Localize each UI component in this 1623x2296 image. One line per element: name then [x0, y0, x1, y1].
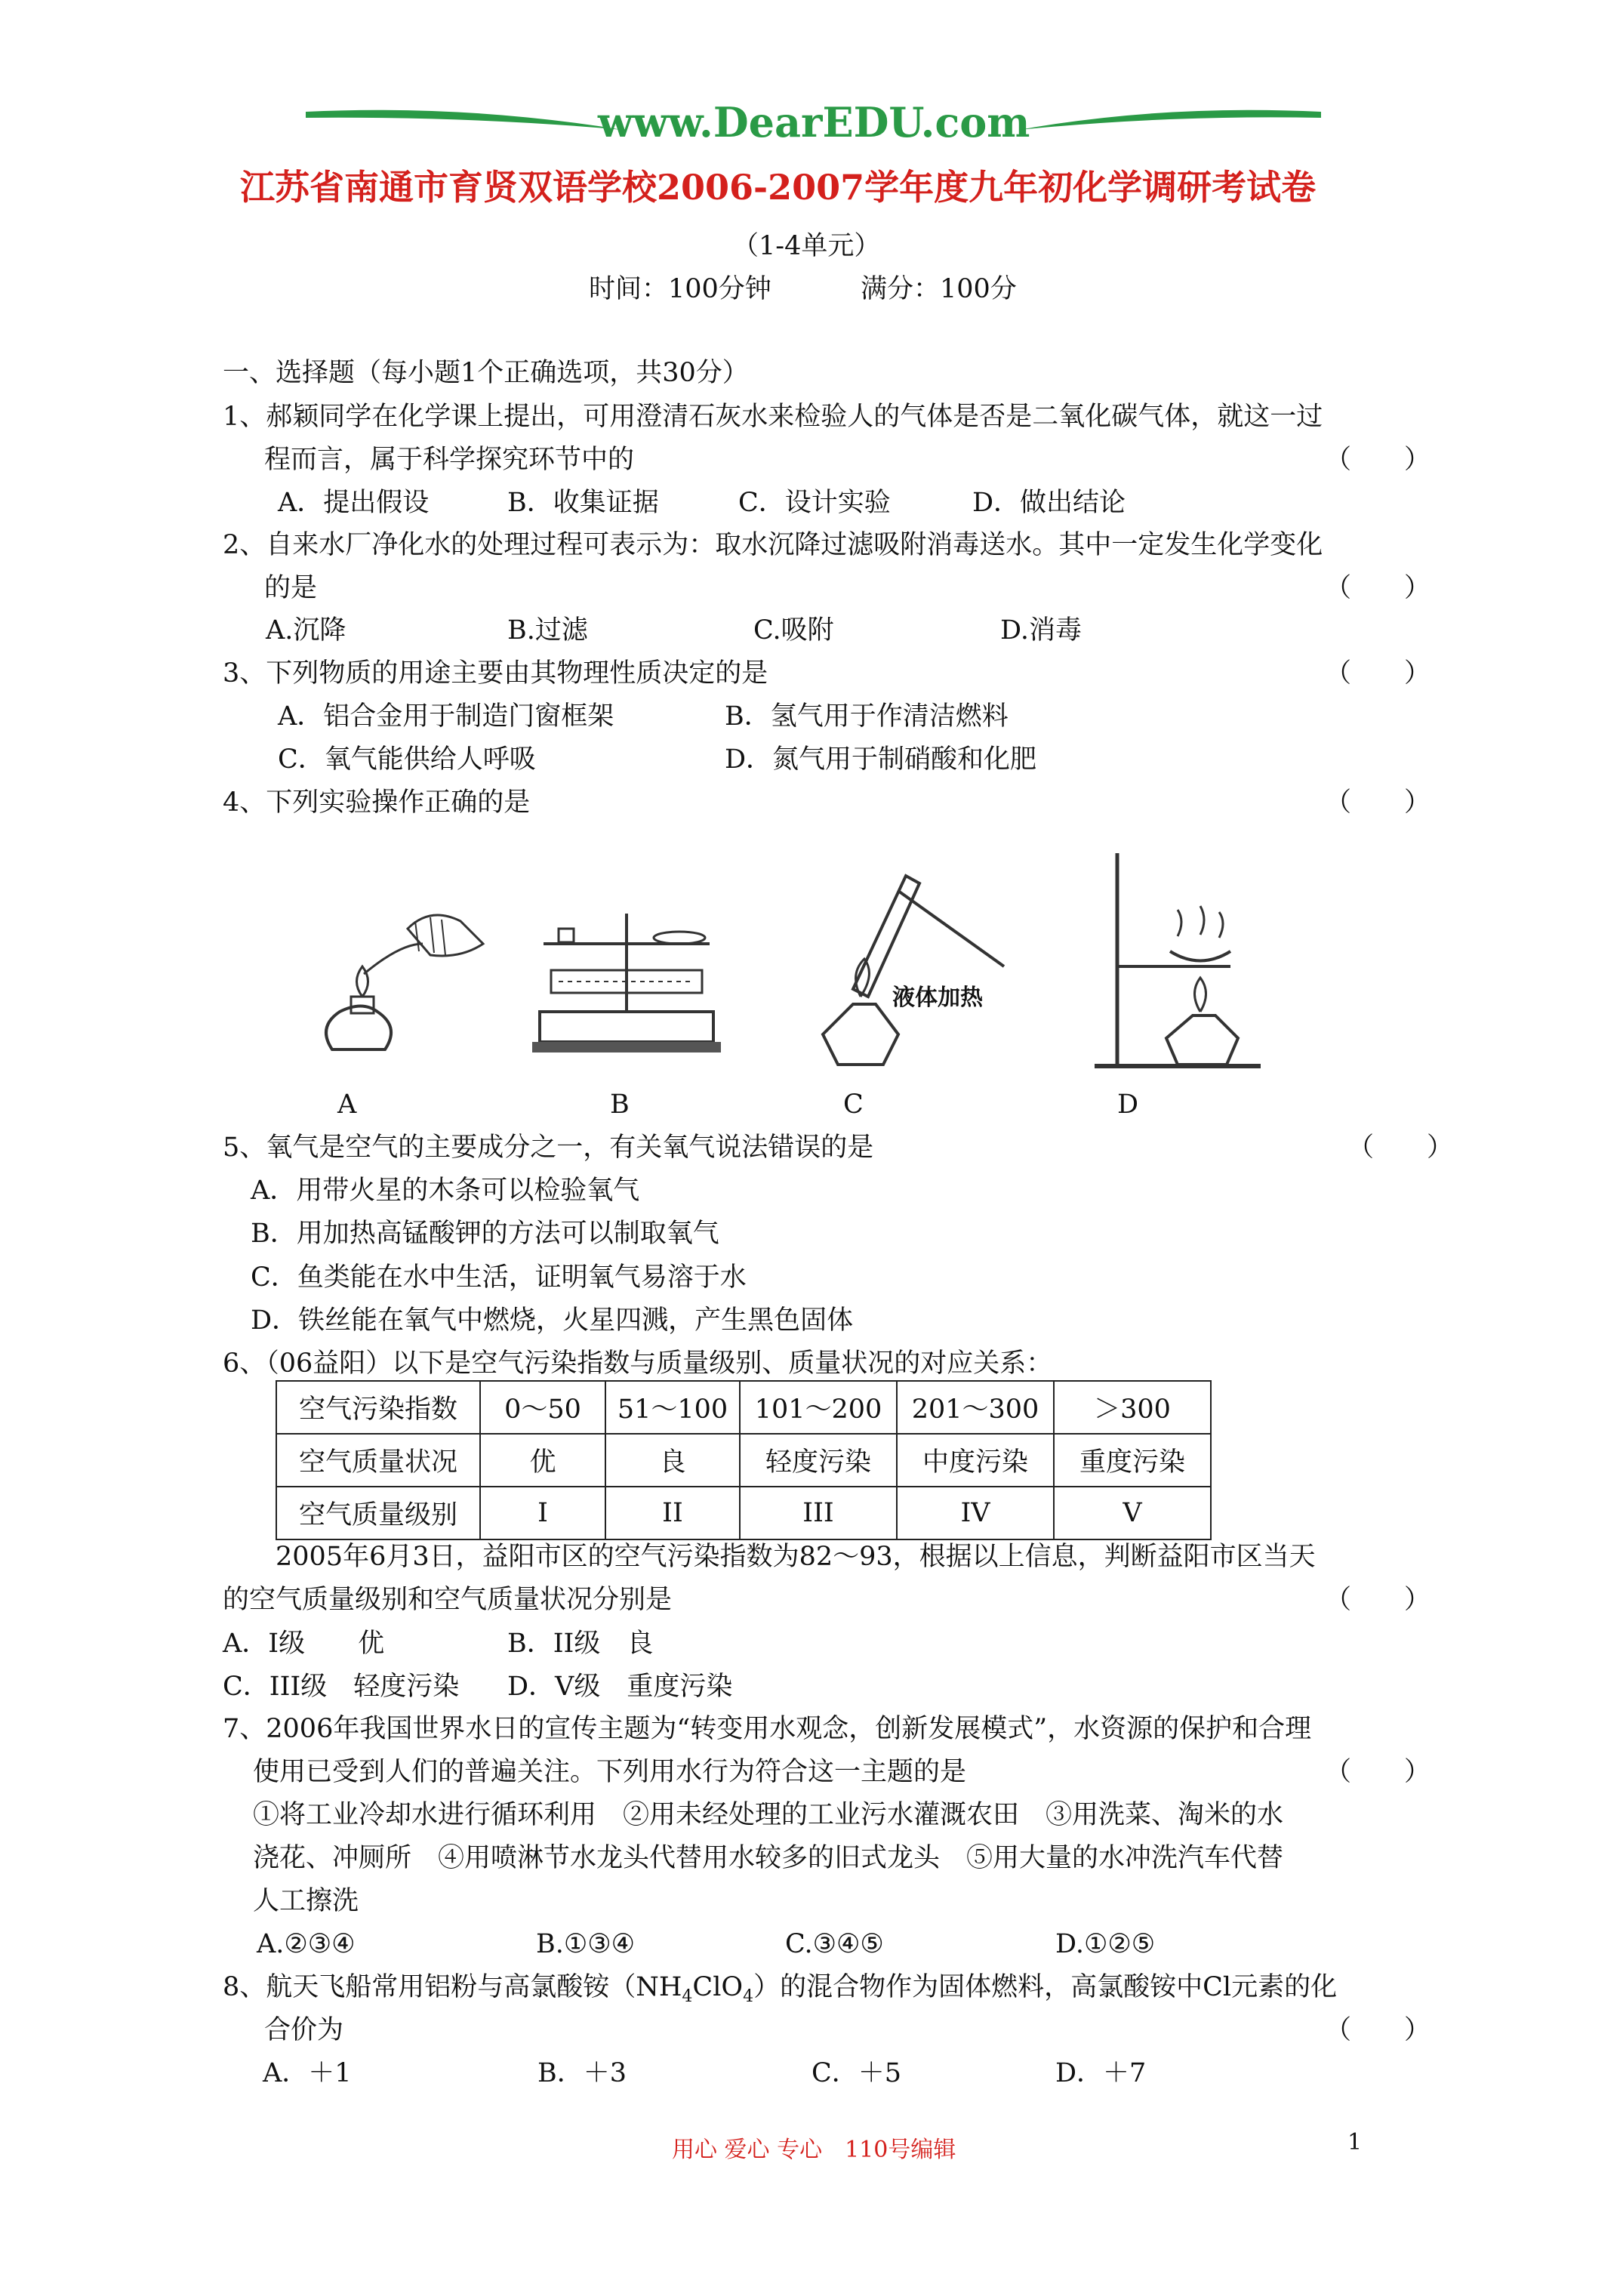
table-cell: 良 — [605, 1434, 740, 1487]
table-cell: 轻度污染 — [740, 1434, 897, 1487]
air-quality-table — [276, 1380, 1212, 1540]
table-cell: 重度污染 — [1054, 1434, 1211, 1487]
page-title: 江苏省南通市育贤双语学校2006-2007学年度九年初化学调研考试卷 — [240, 167, 1317, 208]
q5-option-a: A．用带火星的木条可以检验氧气 — [251, 1176, 640, 1206]
logo-swoosh-left — [306, 104, 623, 142]
q7-line5: 人工擦洗 — [253, 1886, 359, 1916]
table-cell: 0～50 — [480, 1381, 605, 1434]
table-row — [276, 1434, 1211, 1487]
q8-line2: 合价为 — [264, 2015, 344, 2045]
q8-line1 — [223, 1971, 1337, 2014]
liquid-heating-label: 液体加热 — [892, 985, 983, 1011]
q5-line1: 5、氧气是空气的主要成分之一，有关氧气说法错误的是 — [223, 1133, 874, 1163]
table-cell: 201～300 — [897, 1381, 1054, 1434]
q2-option-c: C.吸附 — [753, 615, 834, 646]
q1-option-a: A．提出假设 — [278, 488, 430, 518]
figure-b-balance — [528, 898, 725, 1065]
q8-option-d: D．＋7 — [1055, 2058, 1147, 2088]
figure-d-evaporation-stand — [1087, 846, 1268, 1072]
q7-line4: 浇花、冲厕所 ④用喷淋节水龙头代替用水较多的旧式龙头 ⑤用大量的水冲洗汽车代替 — [253, 1843, 1284, 1873]
q6-line1: 6、（06益阳）以下是空气污染指数与质量级别、质量状况的对应关系： — [223, 1348, 1053, 1379]
table-cell: III — [740, 1487, 897, 1539]
figure-label-d: D — [1117, 1089, 1139, 1120]
table-cell: 101～200 — [740, 1381, 897, 1434]
table-cell: II — [605, 1487, 740, 1539]
figure-c-test-tube-heating — [808, 846, 1012, 1072]
footer-text: 用心 爱心 专心 110号编辑 — [672, 2137, 956, 2163]
q2-line1: 2、自来水厂净化水的处理过程可表示为：取水沉降过滤吸附消毒送水。其中一定发生化学变化 — [223, 530, 1323, 560]
units-subtitle: （1-4单元） — [732, 231, 881, 261]
section-heading: 一、选择题（每小题1个正确选项，共30分） — [223, 358, 749, 388]
q7-answer-blank[interactable]: （ ） — [1325, 1757, 1431, 1787]
q1-option-d: D．做出结论 — [972, 488, 1126, 518]
figure-label-a: A — [337, 1089, 357, 1120]
table-row — [276, 1381, 1211, 1434]
q5-option-d: D．铁丝能在氧气中燃烧，火星四溅，产生黑色固体 — [251, 1305, 854, 1336]
table-cell: 51～100 — [605, 1381, 740, 1434]
figure-label-b: B — [610, 1089, 630, 1120]
q1-option-b: B．收集证据 — [507, 488, 659, 518]
q2-line2: 的是 — [264, 573, 318, 603]
q1-option-c: C．设计实验 — [738, 488, 891, 518]
q1-line2: 程而言，属于科学探究环节中的 — [264, 445, 635, 475]
q6-option-a: A．I级 优 — [223, 1629, 385, 1659]
q6-option-d: D．V级 重度污染 — [507, 1672, 733, 1702]
page-number: 1 — [1347, 2129, 1363, 2156]
q7-option-a: A.②③④ — [257, 1929, 356, 1959]
q7-option-b: B.①③④ — [536, 1929, 635, 1959]
q6-answer-blank[interactable]: （ ） — [1325, 1585, 1431, 1615]
exam-score: 满分：100分 — [861, 274, 1017, 304]
figure-label-c: C — [843, 1089, 864, 1120]
q3-option-c: C．氧气能供给人呼吸 — [278, 744, 536, 775]
q2-option-b: B.过滤 — [507, 615, 588, 646]
table-cell: V — [1054, 1487, 1211, 1539]
q8-text-mid: ClO — [692, 1972, 744, 2002]
q3-option-a: A．铝合金用于制造门窗框架 — [278, 701, 614, 732]
table-cell: 空气质量级别 — [276, 1487, 480, 1539]
table-cell: I — [480, 1487, 605, 1539]
q6-option-c: C．III级 轻度污染 — [223, 1672, 460, 1702]
q7-line1: 7、2006年我国世界水日的宣传主题为“转变用水观念，创新发展模式”，水资源的保护和合理 — [223, 1714, 1312, 1744]
table-cell: 空气污染指数 — [276, 1381, 480, 1434]
figure-a-alcohol-lamp — [310, 898, 491, 1065]
table-row — [276, 1487, 1211, 1539]
table-cell: 空气质量状况 — [276, 1434, 480, 1487]
q3-answer-blank[interactable]: （ ） — [1325, 658, 1431, 689]
q6-option-b: B．II级 良 — [507, 1629, 654, 1659]
q5-option-c: C．鱼类能在水中生活，证明氧气易溶于水 — [251, 1262, 747, 1293]
q8-option-a: A．＋1 — [263, 2058, 352, 2088]
q2-option-d: D.消毒 — [1000, 615, 1082, 646]
q4-answer-blank[interactable]: （ ） — [1325, 787, 1431, 818]
table-cell: IV — [897, 1487, 1054, 1539]
site-logo[interactable]: www.DearEDU.com — [598, 98, 1030, 146]
logo-swoosh-right — [1019, 104, 1321, 142]
q4-line1: 4、下列实验操作正确的是 — [223, 787, 531, 818]
q7-line2: 使用已受到人们的普遍关注。下列用水行为符合这一主题的是 — [253, 1757, 967, 1787]
q8-answer-blank[interactable]: （ ） — [1325, 2015, 1431, 2045]
q6-line3: 的空气质量级别和空气质量状况分别是 — [223, 1585, 673, 1615]
q3-line1: 3、下列物质的用途主要由其物理性质决定的是 — [223, 658, 768, 689]
table-cell: 中度污染 — [897, 1434, 1054, 1487]
q8-option-b: B．＋3 — [537, 2058, 627, 2088]
q2-option-a: A.沉降 — [266, 615, 346, 646]
q8-subscript-2: 4 — [743, 1987, 754, 2006]
q7-line3: ①将工业冷却水进行循环利用 ②用未经处理的工业污水灌溉农田 ③用洗菜、淘米的水 — [253, 1800, 1284, 1830]
q7-option-d: D.①②⑤ — [1055, 1929, 1156, 1959]
q5-answer-blank[interactable]: （ ） — [1347, 1133, 1454, 1163]
q8-text-post: ）的混合物作为固体燃料，高氯酸铵中Cl元素的化 — [753, 1972, 1338, 2002]
q8-subscript-1: 4 — [682, 1987, 693, 2006]
q8-text-pre: 8、航天飞船常用铝粉与高氯酸铵（NH — [223, 1972, 682, 2002]
table-cell: 优 — [480, 1434, 605, 1487]
q7-option-c: C.③④⑤ — [785, 1929, 884, 1959]
q1-line1: 1、郝颖同学在化学课上提出，可用澄清石灰水来检验人的气体是否是二氧化碳气体，就这一过 — [223, 402, 1323, 432]
q1-answer-blank[interactable]: （ ） — [1325, 445, 1431, 475]
q3-option-b: B．氢气用于作清洁燃料 — [725, 701, 1009, 732]
q6-line2: 2005年6月3日，益阳市区的空气污染指数为82～93，根据以上信息，判断益阳市区当天 — [276, 1542, 1316, 1572]
q8-option-c: C．＋5 — [812, 2058, 902, 2088]
q2-answer-blank[interactable]: （ ） — [1325, 573, 1431, 603]
table-cell: ＞300 — [1054, 1381, 1211, 1434]
exam-time: 时间：100分钟 — [589, 274, 771, 304]
q5-option-b: B．用加热高锰酸钾的方法可以制取氧气 — [251, 1219, 719, 1249]
q3-option-d: D．氮气用于制硝酸和化肥 — [725, 744, 1037, 775]
